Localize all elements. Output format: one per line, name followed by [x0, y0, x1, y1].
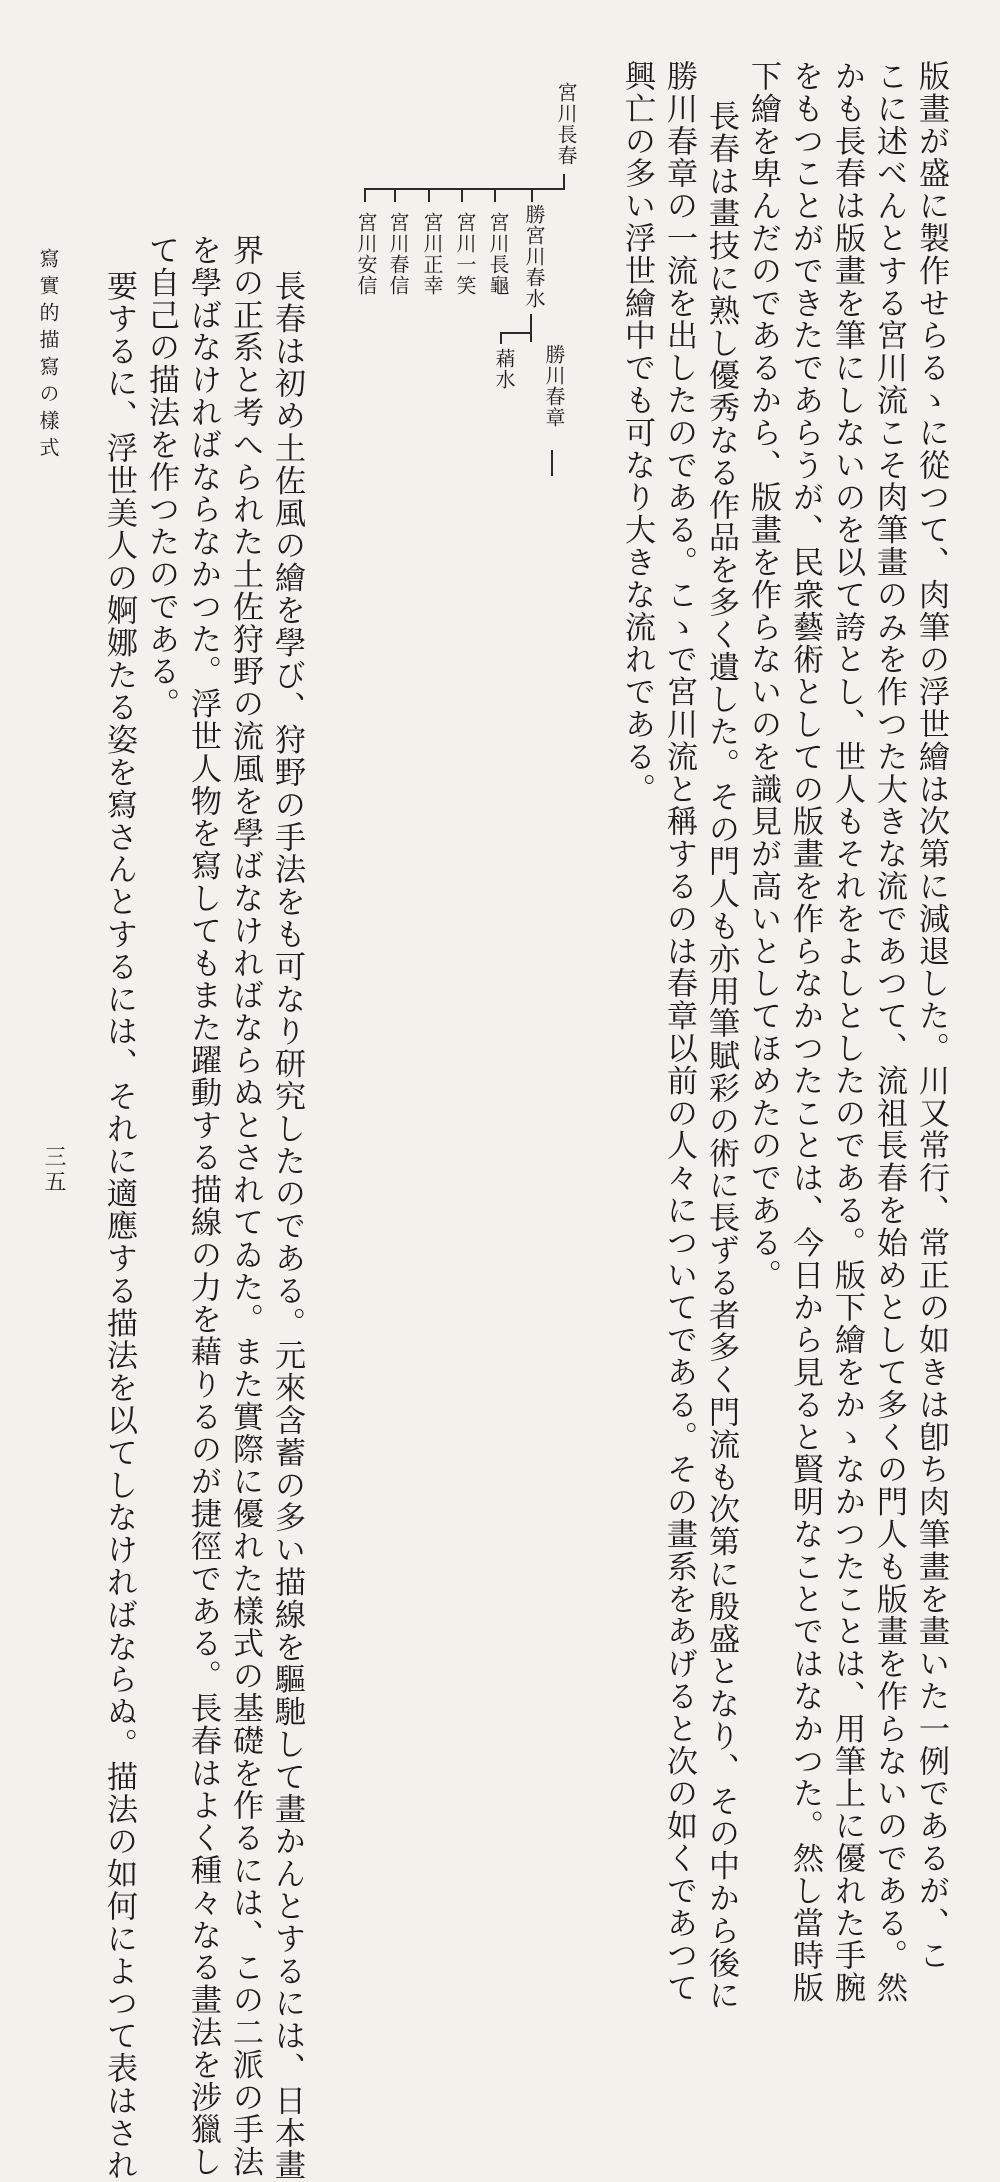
text-column: 勝川春章の一流を出したのである。こゝで宮川流と稱するのは春章以前の人々についてである。その畫系をあげると次の如くであつて — [661, 60, 697, 2004]
lineage-chart — [340, 82, 590, 502]
lineage-disciple: 宮川正幸 — [418, 212, 447, 296]
lineage-founder: 宮川長春 — [552, 82, 581, 166]
text-column: 長春は畫技に熟し優秀なる作品を多く遺した。その門人も亦用筆賦彩の術に長ずる者多く門流も次第に殷盛となり、その中から後に — [703, 100, 739, 2012]
text-column: を學ばなければならなかつた。浮世人物を寫してもまた躍動する描線の力を藉りるのが捷徑である。長春はよく種々なる畫法を涉獵し — [185, 234, 221, 2178]
lineage-disciple: 宮川春信 — [384, 212, 413, 296]
lineage-disciple: 宮川一笑 — [451, 212, 480, 296]
text-column: 興亡の多い浮世繪中でも可なり大きな流れである。 — [619, 60, 655, 806]
lineage-disciple: 宮川長龜 — [484, 212, 513, 296]
lineage-disciple: 勝宮川春水 — [520, 204, 549, 309]
page-number: 三五 — [41, 1145, 66, 1195]
lineage-grand-disciple: 蕱水 — [490, 348, 519, 390]
text-column: こに述べんとする宮川流こそ肉筆畫のみを作つた大きな流であつて、流祖長春を始めとして多くの門人も版畫を作らないのである。然 — [871, 60, 907, 2004]
text-column: 長春は初め土佐風の繪を學び、狩野の手法をも可なり研究したのである。元來含蓄の多い描線を驅馳して畫かんとするには、日本畫 — [269, 270, 305, 2182]
text-column: 界の正系と考へられた土佐狩野の流風を學ばなければならぬとされてゐた。また實際に優れた樣式の基礎を作るには、この二派の手法 — [227, 234, 263, 2178]
text-column: て自己の描法を作つたのである。 — [143, 234, 179, 720]
text-column: 下繪を卑んだのであるから、版畫を作らないのを識見が高いとしてほめたのである。 — [745, 60, 781, 1292]
text-column: をもつことができたであらうが、民衆藝術としての版畫を作らなかつたことは、今日から見ると賢明なことではなかつた。然し當時版 — [787, 60, 823, 2004]
lineage-grand-disciple: 勝川春章 — [540, 344, 569, 428]
text-column: 要するに、浮世美人の婀娜たる姿を寫さんとするには、それに適應する描法を以てしなければならぬ。描法の如何によつて表はされ — [101, 270, 137, 2182]
lineage-disciple: 宮川安信 — [352, 212, 381, 296]
text-column: 版畫が盛に製作せらるゝに從つて、肉筆の浮世繪は次第に減退した。川又常行、常正の如きは卽ち肉筆畫を畫いた一例であるが、こ — [913, 60, 949, 1972]
text-column: かも長春は版畫を筆にしないのを以て誇とし、世人もそれをよしとしたのである。版下繪をかゝなかつたことは、用筆上に優れた手腕 — [829, 60, 865, 2004]
running-head: 寫實的描寫の樣式 — [36, 248, 60, 464]
